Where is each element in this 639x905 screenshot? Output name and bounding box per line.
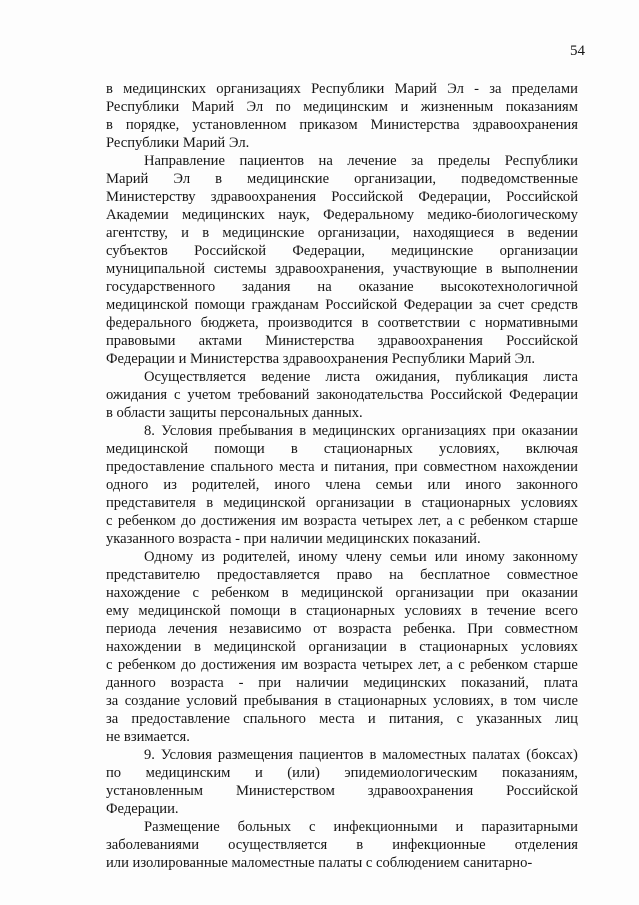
text-line: Академии медицинских наук, Федеральному медико-биологическому (106, 207, 578, 223)
text-line: с ребенком до достижения им возраста четырех лет, а с ребенком старше (106, 513, 578, 529)
text-line: Направление пациентов на лечение за пределы Республики (144, 153, 578, 169)
paragraph (106, 152, 578, 368)
text-line: представителя в медицинской организации в стационарных условиях (106, 495, 578, 511)
text-line: Федерации. (106, 801, 179, 817)
text-line: в медицинских организациях Республики Марий Эл - за пределами (106, 81, 578, 97)
text-line: за создание условий пребывания в стационарных условиях, в том числе (106, 693, 578, 709)
text-line: медицинской помощи в стационарных условиях, включая (106, 441, 578, 457)
document-body (106, 80, 578, 872)
text-line: или изолированные маломестные палаты с соблюдением санитарно- (106, 855, 533, 871)
paragraph (106, 548, 578, 746)
text-line: в области защиты персональных данных. (106, 405, 363, 421)
text-line: Республики Марий Эл по медицинским и жизненным показаниям (106, 99, 578, 115)
paragraph (106, 746, 578, 818)
text-line: нахождении в медицинской организации в стационарных условиях (106, 639, 578, 655)
text-line: муниципальной системы здравоохранения, участвующие в выполнении (106, 261, 578, 277)
text-line: предоставление спального места и питания, при совместном нахождении (106, 459, 578, 475)
text-line: нахождение с ребенком в медицинской организации при оказании (106, 585, 578, 601)
text-line: Республики Марий Эл. (106, 135, 250, 151)
text-line: периода лечения независимо от возраста ребенка. При совместном (106, 621, 578, 637)
text-line: Одному из родителей, иному члену семьи или иному законному (144, 549, 578, 565)
text-line: представителю предоставляется право на бесплатное совместное (106, 567, 578, 583)
paragraph (106, 422, 578, 548)
text-line: государственного задания на оказание высокотехнологичной (106, 279, 578, 295)
text-line: Федерации и Министерства здравоохранения Республики Марий Эл. (106, 351, 536, 367)
text-line: заболеваниями осуществляется в инфекционные отделения (106, 837, 578, 853)
text-line: одного из родителей, иного члена семьи или иного законного (106, 477, 578, 493)
paragraph (106, 818, 578, 872)
page-number: 54 (570, 43, 585, 59)
text-line: ожидания с учетом требований законодательства Российской Федерации (106, 387, 578, 403)
text-line: федерального бюджета, производится в соответствии с нормативными (106, 315, 578, 331)
text-line: агентству, и в медицинские организации, находящиеся в ведении (106, 225, 578, 241)
text-line: Размещение больных с инфекционными и паразитарными (144, 819, 578, 835)
text-line: Марий Эл в медицинские организации, подведомственные (106, 171, 578, 187)
text-line: ему медицинской помощи в стационарных условиях в течение всего (106, 603, 578, 619)
text-line: с ребенком до достижения им возраста четырех лет, а с ребенком старше (106, 657, 578, 673)
text-line: 9. Условия размещения пациентов в маломестных палатах (боксах) (144, 747, 578, 763)
paragraph (106, 368, 578, 422)
text-line: Осуществляется ведение листа ожидания, публикация листа (144, 369, 578, 385)
text-line: в порядке, установленном приказом Министерства здравоохранения (106, 117, 578, 133)
text-line: субъектов Российской Федерации, медицинские организации (106, 243, 578, 259)
text-line: 8. Условия пребывания в медицинских организациях при оказании (144, 423, 578, 439)
text-line: установленным Министерством здравоохранения Российской (106, 783, 578, 799)
text-line: Министерству здравоохранения Российской Федерации, Российской (106, 189, 578, 205)
text-line: данного возраста - при наличии медицинских показаний, плата (106, 675, 578, 691)
text-line: правовыми актами Министерства здравоохранения Российской (106, 333, 578, 349)
text-line: за предоставление спального места и питания, с указанных лиц (106, 711, 578, 727)
text-line: не взимается. (106, 729, 190, 745)
text-line: указанного возраста - при наличии медицинских показаний. (106, 531, 481, 547)
text-line: медицинской помощи гражданам Российской Федерации за счет средств (106, 297, 578, 313)
text-line: по медицинским и (или) эпидемиологическим показаниям, (106, 765, 578, 781)
paragraph (106, 80, 578, 152)
